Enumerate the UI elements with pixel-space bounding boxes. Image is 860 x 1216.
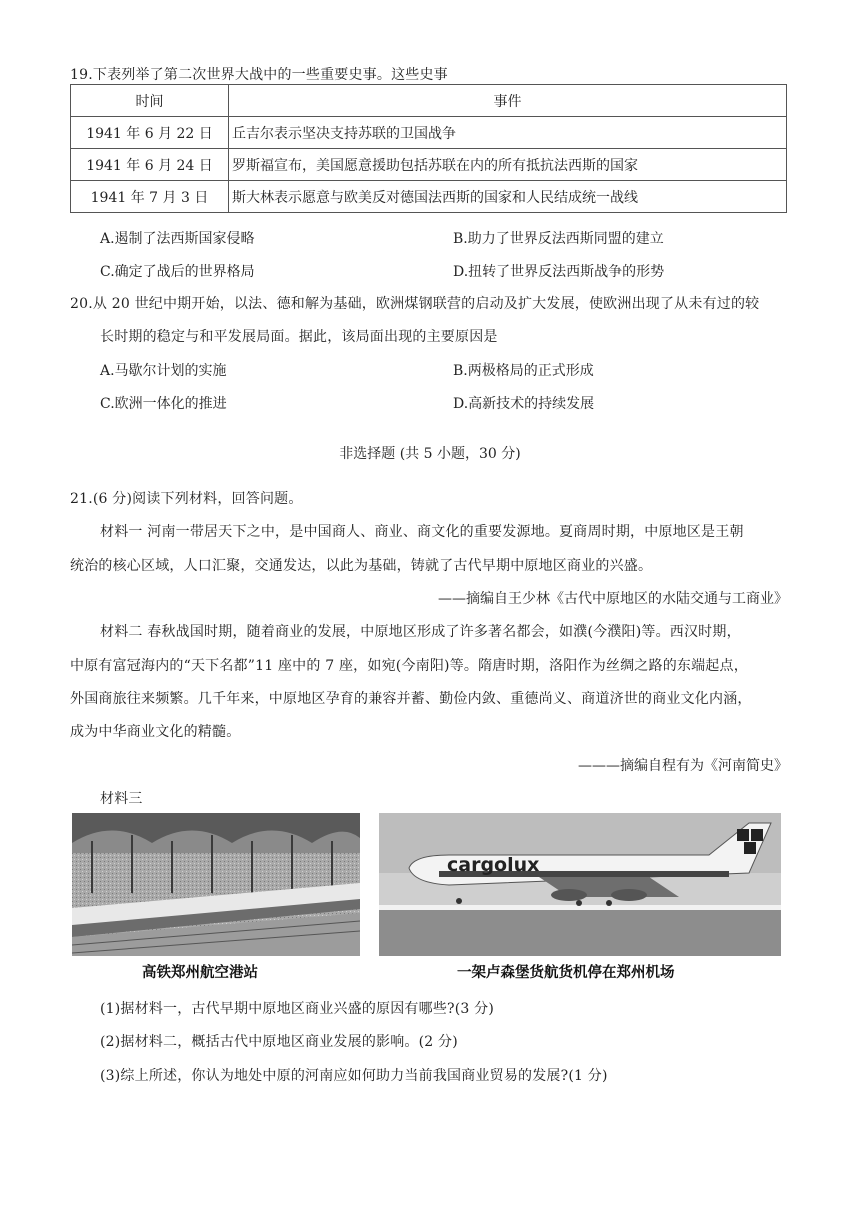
- q21-sub-question-1: (1)据材料一，古代早期中原地区商业兴盛的原因有哪些?(3 分): [100, 1001, 495, 1017]
- q20-stem-line2: 长时期的稳定与和平发展局面。据此，该局面出现的主要原因是: [100, 329, 498, 345]
- row-time: 1941 年 7 月 3 日: [71, 181, 229, 213]
- header-time: 时间: [71, 85, 229, 117]
- row-event: 斯大林表示愿意与欧美反对德国法西斯的国家和人民结成统一战线: [229, 181, 787, 213]
- row-event: 罗斯福宣布，美国愿意援助包括苏联在内的所有抵抗法西斯的国家: [229, 149, 787, 181]
- section-heading: 非选择题 (共 5 小题，30 分): [339, 446, 521, 462]
- material-2-line4: 成为中华商业文化的精髓。: [70, 724, 241, 740]
- events-table: [70, 84, 787, 213]
- q19-option-d[interactable]: D.扭转了世界反法西斯战争的形势: [453, 264, 665, 280]
- plane-logo-text: cargolux: [447, 854, 540, 876]
- q20-option-c[interactable]: C.欧洲一体化的推进: [100, 396, 227, 412]
- cargo-plane-illustration: [379, 813, 781, 956]
- row-event: 丘吉尔表示坚决支持苏联的卫国战争: [229, 117, 787, 149]
- station-photo: [72, 813, 360, 956]
- table-row: [71, 149, 787, 181]
- q19-stem: 19.下表列举了第二次世界大战中的一些重要史事。这些史事: [70, 67, 448, 83]
- table-header-row: [71, 85, 787, 117]
- material-2-line2: 中原有富冠海内的“天下名都”11 座中的 7 座，如宛(今南阳)等。隋唐时期，洛阳作为丝绸之路的东端起点，: [70, 658, 748, 674]
- q21-sub-question-3: (3)综上所述，你认为地处中原的河南应如何助力当前我国商业贸易的发展?(1 分): [100, 1068, 608, 1084]
- cargo-plane-photo: [379, 813, 781, 956]
- material-2-line3: 外国商旅往来频繁。几千年来，中原地区孕育的兼容并蓄、勤俭内敛、重德尚义、商道济世的商业文化内涵，: [70, 691, 752, 707]
- q20-option-b[interactable]: B.两极格局的正式形成: [453, 363, 594, 379]
- q20-option-a[interactable]: A.马歇尔计划的实施: [100, 363, 227, 379]
- material-1-line1: 材料一 河南一带居天下之中，是中国商人、商业、商文化的重要发源地。夏商周时期，中原地区是王朝: [100, 524, 744, 540]
- station-photo-caption: 高铁郑州航空港站: [142, 965, 258, 981]
- cargo-plane-photo-caption: 一架卢森堡货航货机停在郑州机场: [457, 965, 675, 981]
- header-event: 事件: [229, 85, 787, 117]
- q19-option-c[interactable]: C.确定了战后的世界格局: [100, 264, 255, 280]
- table-row: [71, 181, 787, 213]
- q21-sub-question-2: (2)据材料二，概括古代中原地区商业发展的影响。(2 分): [100, 1034, 458, 1050]
- table-row: [71, 117, 787, 149]
- material-1-line2: 统治的核心区域，人口汇聚，交通发达，以此为基础，铸就了古代早期中原地区商业的兴盛。: [70, 558, 653, 574]
- material-2-line1: 材料二 春秋战国时期，随着商业的发展，中原地区形成了许多著名都会，如濮(今濮阳)等。西汉时期，: [100, 624, 741, 640]
- material-2-source: ———摘编自程有为《河南简史》: [578, 758, 788, 774]
- material-3-label: 材料三: [100, 791, 143, 807]
- q19-option-b[interactable]: B.助力了世界反法西斯同盟的建立: [453, 231, 664, 247]
- q20-option-d[interactable]: D.高新技术的持续发展: [453, 396, 595, 412]
- material-1-source: ——摘编自王少林《古代中原地区的水陆交通与工商业》: [438, 591, 788, 607]
- station-illustration: [72, 813, 360, 956]
- row-time: 1941 年 6 月 22 日: [71, 117, 229, 149]
- q21-stem: 21.(6 分)阅读下列材料，回答问题。: [70, 491, 303, 507]
- q20-stem-line1: 20.从 20 世纪中期开始，以法、德和解为基础，欧洲煤钢联营的启动及扩大发展，使欧洲出现了从未有过的较: [70, 296, 760, 312]
- row-time: 1941 年 6 月 24 日: [71, 149, 229, 181]
- q19-option-a[interactable]: A.遏制了法西斯国家侵略: [100, 231, 255, 247]
